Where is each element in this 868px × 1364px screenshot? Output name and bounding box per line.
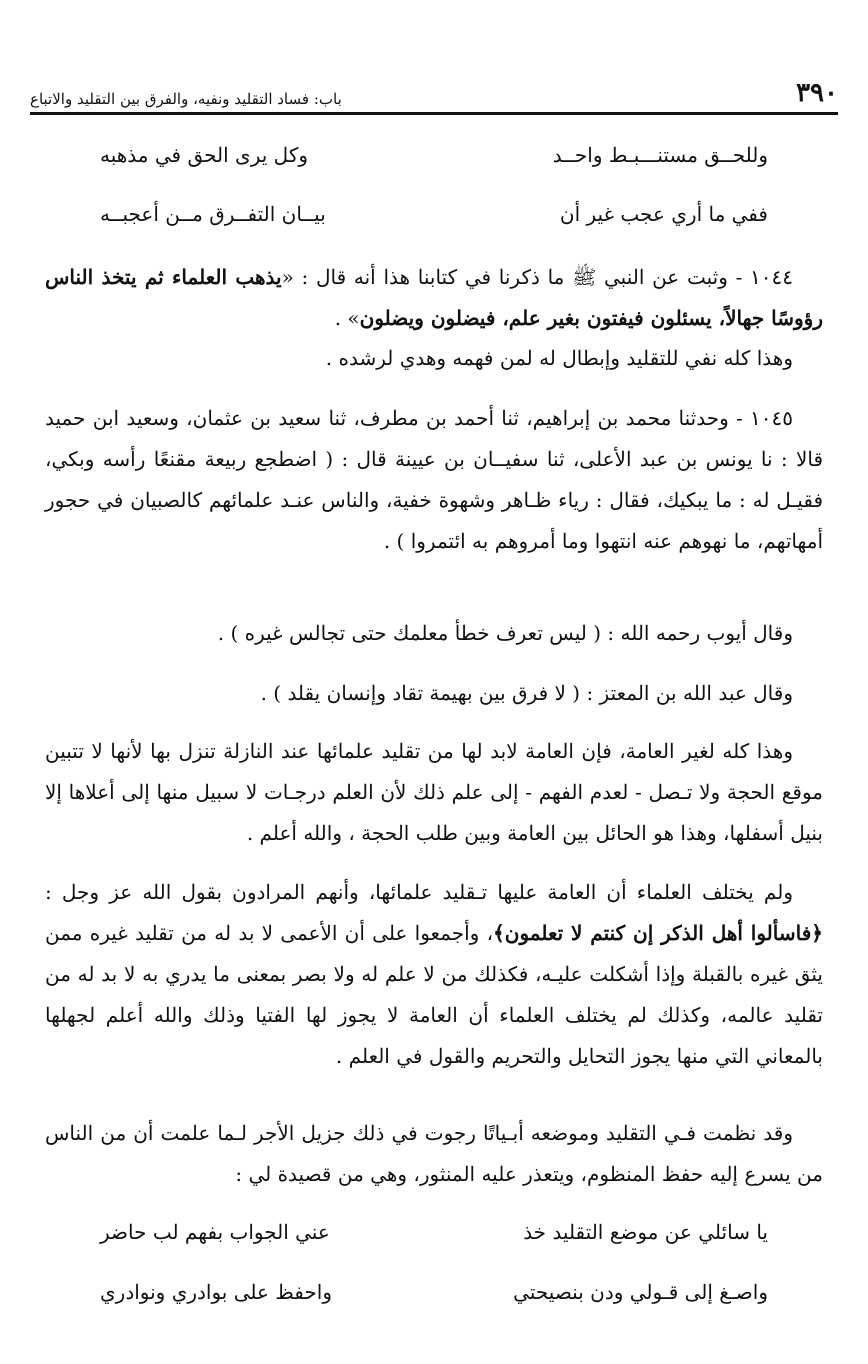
verse-second-hemistich: عني الجواب بفهم لب حاضر bbox=[100, 1220, 330, 1244]
page-number: ٣٩٠ bbox=[796, 78, 838, 108]
verse-first-hemistich: وللحــق مستنـــبـط واحــد bbox=[552, 143, 768, 167]
verse-line bbox=[100, 1220, 768, 1244]
hadith-close: » . bbox=[334, 306, 360, 330]
verse-line bbox=[100, 1280, 768, 1304]
verse-first-hemistich: يا سائلي عن موضع التقليد خذ bbox=[523, 1220, 768, 1244]
paragraph-1044 bbox=[45, 257, 823, 339]
paragraph-ayyub: وقال أيوب رحمه الله : ( ليس تعرف خطأ معلمك حتى تجالس غيره ) . bbox=[217, 621, 793, 645]
verse-second-hemistich: وكل يرى الحق في مذهبه bbox=[100, 143, 308, 167]
hadith-text: يذهب العلماء ثم يتخذ الناس رؤوسًا جهالاً، يسئلون فيفتون بغير علم، فيضلون ويضلون bbox=[45, 265, 823, 330]
paragraph-negation: وهذا كله نفي للتقليد وإبطال له لمن فهمه وهدي لرشده . bbox=[325, 346, 793, 370]
verse-second-hemistich: بيــان التفــرق مــن أعجبــه bbox=[100, 202, 326, 226]
consensus-body: ، وأجمعوا على أن الأعمى لا بد له من تقليد غيره ممن يثق غيره بالقبلة وإذا أشكلت عليـه، فكذلك من لا علم له ولا بصر بمعنى ما يدري به لا بد له من تقليد عالمه، وكذلك لم يختلف العلماء أن العامة لا يجوز لها الفتيا وذلك والله أعلم لجهلها بالمعاني التي منها يجوز التحايل والتحريم والقول في العلم . bbox=[45, 921, 823, 1068]
paragraph-consensus bbox=[45, 872, 823, 1077]
paragraph-common-people: وهذا كله لغير العامة، فإن العامة لابد لها من تقليد علمائها عند النازلة تنزل بها لأنها لا تتبين موقع الحجة ولا تـصل - لعدم الفهم - إلى علم ذلك لأن العلم درجـات لا سبيل منها إلى أعلاها إلا بنيل أسفلها، وهذا هو الحائل بين العامة وبين طلب الحجة ، والله أعلم . bbox=[45, 739, 823, 845]
paragraph-poem-intro: وقد نظمت فـي التقليد وموضعه أبـياتًا رجوت في ذلك جزيل الأجر لـما علمت أن من الناس من يسرع إليه حفظ المنظوم، ويتعذر عليه المنثور، وهي من قصيدة لي : bbox=[45, 1121, 823, 1186]
hadith-intro: ١٠٤٤ - وثبت عن النبي ﷺ ما ذكرنا في كتابنا هذا أنه قال : « bbox=[281, 265, 794, 289]
running-title: باب: فساد التقليد ونفيه، والفرق بين التقليد والاتباع bbox=[30, 90, 342, 108]
header-rule bbox=[30, 112, 838, 115]
verse-line bbox=[100, 143, 768, 167]
quran-verse: ﴿فاسألوا أهل الذكر إن كنتم لا تعلمون﴾ bbox=[493, 921, 823, 945]
verse-line bbox=[100, 202, 768, 226]
verse-second-hemistich: واحفظ على بوادري ونوادري bbox=[100, 1280, 332, 1304]
consensus-intro: ولم يختلف العلماء أن العامة عليها تـقليد علمائها، وأنهم المرادون بقول الله عز وجل : bbox=[45, 880, 793, 904]
paragraph-ibn-almutazz: وقال عبد الله بن المعتز : ( لا فرق بين بهيمة تقاد وإنسان يقلد ) . bbox=[260, 681, 793, 705]
verse-first-hemistich: واصـغ إلى قـولي ودن بنصيحتي bbox=[513, 1280, 768, 1304]
paragraph-1045: ١٠٤٥ - وحدثنا محمد بن إبراهيم، ثنا أحمد بن مطرف، ثنا سعيد بن عثمان، وسعيد ابن حميد قالا : نا يونس بن عبد الأعلى، ثنا سفيــان بن عيينة قال : ( اضطجع ربيعة مقنعًا رأسه وبكي، فقيـل له : ما يبكيك، فقال : رياء ظـاهر وشهوة خفية، والناس عنـد علمائهم كالصبيان في حجور أمهاتهم، ما نهوهم عنه انتهوا وما أمروهم به ائتمروا ) . bbox=[45, 406, 823, 553]
verse-first-hemistich: ففي ما أري عجب غير أن bbox=[559, 202, 768, 226]
page-header bbox=[30, 78, 838, 108]
